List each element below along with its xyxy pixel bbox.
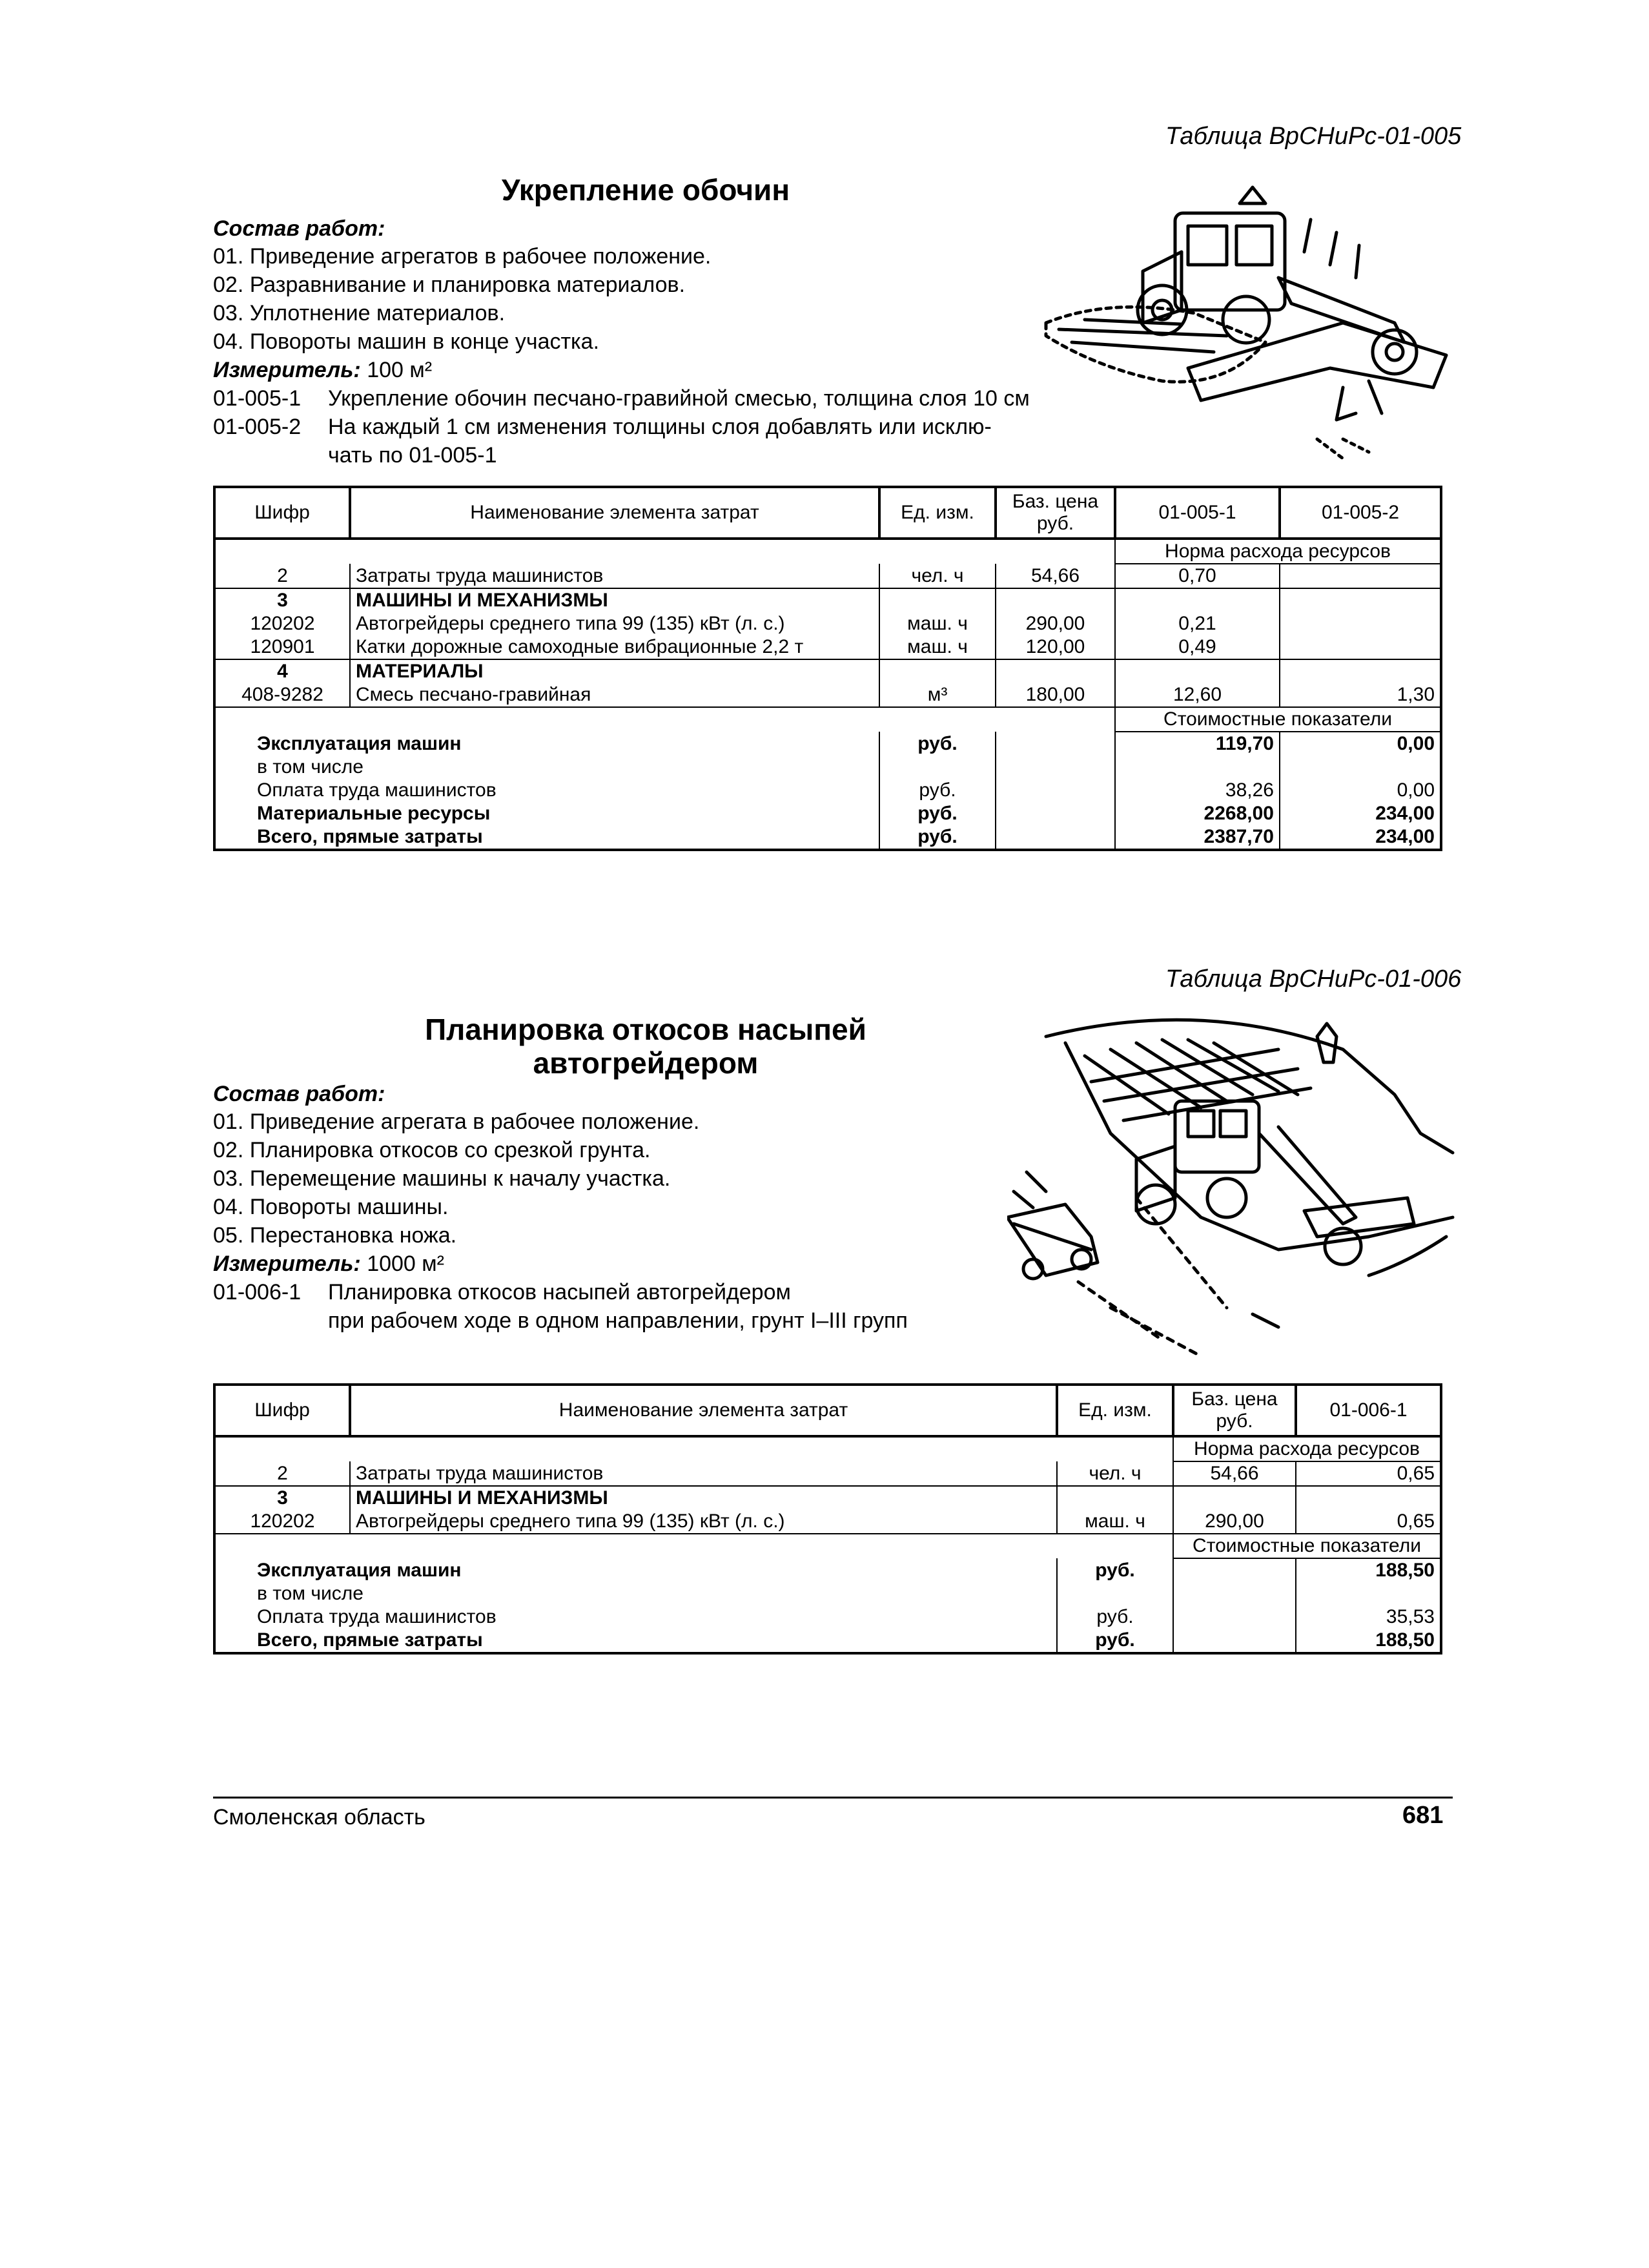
meter-value: 100 м² [367,358,433,382]
table-row [214,612,1441,635]
cell-unit [1057,1486,1173,1510]
summary-name: Оплата труда машинистов [214,779,879,802]
cell-value: 1,30 [1280,683,1441,707]
meter-value: 1000 м² [367,1252,444,1276]
summary-value: 119,70 [1115,732,1280,756]
code-list [213,384,1091,469]
cell-value [1280,612,1441,635]
cell-name: МАШИНЫ И МЕХАНИЗМЫ [350,1486,1057,1510]
cell-price: 180,00 [996,683,1115,707]
code-line [213,413,1091,441]
summary-value: 35,53 [1296,1605,1441,1629]
summary-value: 0,00 [1280,779,1441,802]
code: 01-005-1 [213,386,302,411]
band-row [214,707,1441,732]
footer-rule [213,1797,1453,1799]
cell-unit: маш. ч [879,635,996,659]
code-text: Планировка откосов насыпей автогрейдером [328,1280,791,1304]
cell-value: 12,60 [1115,683,1280,707]
cell-unit: чел. ч [879,564,996,588]
summary-row [214,825,1441,850]
header-code: Шифр [214,1385,350,1436]
summary-name: в том числе [214,1582,1057,1605]
code-line [213,384,1091,413]
band-row [214,539,1441,564]
meter [213,1250,444,1278]
work-step: 02. Планировка откосов со срезкой грунта. [213,1138,651,1162]
summary-value [1296,1582,1441,1605]
summary-value: 234,00 [1280,825,1441,850]
summary-row [214,802,1441,825]
summary-unit [879,756,996,779]
meter-label: Измеритель: [213,1252,361,1276]
cell-value [1280,564,1441,588]
work-steps [213,242,711,356]
summary-name: Оплата труда машинистов [214,1605,1057,1629]
header-col-01-005-2: 01-005-2 [1280,487,1441,539]
work-step: 03. Перемещение машины к началу участка. [213,1166,671,1191]
summary-value: 2387,70 [1115,825,1280,850]
cost-table-1 [213,486,1442,851]
summary-row [214,779,1441,802]
code-line [213,1278,1052,1306]
summary-row [214,1582,1441,1605]
table-row [214,1510,1441,1534]
table-header-row [214,487,1441,539]
summary-row [214,756,1441,779]
composition-heading: Состав работ: [213,1082,385,1106]
cell-price: 120,00 [996,635,1115,659]
table-row [214,683,1441,707]
cell-value: 0,65 [1296,1461,1441,1486]
code: 01-006-1 [213,1280,302,1304]
cell-code: 4 [214,659,350,683]
table-label: Таблица ВрСНиРс-01-006 [1165,965,1462,993]
work-step: 05. Перестановка ножа. [213,1223,457,1248]
table-row [214,635,1441,659]
cell-name: МАШИНЫ И МЕХАНИЗМЫ [350,588,879,612]
summary-unit: руб. [1057,1629,1173,1653]
cell-price: 290,00 [1173,1510,1296,1534]
code-text: чать по 01-005-1 [328,443,497,468]
cell-name: Автогрейдеры среднего типа 99 (135) кВт (л. с.) [350,612,879,635]
work-step: 03. Уплотнение материалов. [213,301,506,325]
band-norm: Норма расхода ресурсов [1115,539,1441,564]
cell-unit [879,659,996,683]
summary-unit: руб. [879,732,996,756]
cell-name: Смесь песчано-гравийная [350,683,879,707]
work-step: 02. Разравнивание и планировка материалов. [213,273,686,297]
header-price: Баз. цена руб. [1173,1385,1296,1436]
cell-code: 3 [214,588,350,612]
summary-unit: руб. [1057,1605,1173,1629]
cell-code: 3 [214,1486,350,1510]
summary-value: 38,26 [1115,779,1280,802]
band-cost: Стоимостные показатели [1115,707,1441,732]
summary-name: Эксплуатация машин [214,732,879,756]
cell-value [1296,1486,1441,1510]
summary-value: 188,50 [1296,1629,1441,1653]
summary-name: в том числе [214,756,879,779]
summary-unit [1057,1582,1173,1605]
cell-code: 120901 [214,635,350,659]
code: 01-005-2 [213,415,302,439]
cell-code: 2 [214,1461,350,1486]
cell-unit: маш. ч [1057,1510,1173,1534]
summary-value [1280,756,1441,779]
table-row [214,564,1441,588]
cell-name: Затраты труда машинистов [350,564,879,588]
cell-price: 54,66 [996,564,1115,588]
cell-value: 0,49 [1115,635,1280,659]
summary-name: Материальные ресурсы [214,802,879,825]
summary-value: 2268,00 [1115,802,1280,825]
band-row [214,1534,1441,1558]
header-col-01-006-1: 01-006-1 [1296,1385,1441,1436]
table-row [214,1486,1441,1510]
summary-row [214,1558,1441,1582]
cell-price: 54,66 [1173,1461,1296,1486]
summary-row [214,1605,1441,1629]
code-line [213,1306,1052,1335]
summary-unit: руб. [879,825,996,850]
code-list [213,1278,1052,1335]
cell-value: 0,65 [1296,1510,1441,1534]
cell-unit: чел. ч [1057,1461,1173,1486]
summary-unit: руб. [879,802,996,825]
table-row [214,1461,1441,1486]
section-title-line: автогрейдером [533,1046,759,1080]
cost-table-2 [213,1383,1442,1655]
cell-value [1280,659,1441,683]
composition-heading: Состав работ: [213,216,385,241]
cell-name: МАТЕРИАЛЫ [350,659,879,683]
page-number: 681 [1402,1802,1444,1829]
summary-unit: руб. [1057,1558,1173,1582]
cell-price: 290,00 [996,612,1115,635]
summary-row [214,732,1441,756]
cell-value [1280,635,1441,659]
cell-price [996,659,1115,683]
work-step: 01. Приведение агрегата в рабочее положение. [213,1109,700,1134]
work-step: 04. Повороты машин в конце участка. [213,329,600,354]
cell-value [1115,659,1280,683]
slope-grading-illustration [1007,1004,1459,1356]
cell-name: Автогрейдеры среднего типа 99 (135) кВт (л. с.) [350,1510,1057,1534]
section-title: Укрепление обочин [501,173,790,207]
cell-value: 0,70 [1115,564,1280,588]
cell-price [996,588,1115,612]
header-code: Шифр [214,487,350,539]
summary-value [1115,756,1280,779]
table-row [214,659,1441,683]
cell-code: 2 [214,564,350,588]
cell-code: 120202 [214,612,350,635]
band-norm: Норма расхода ресурсов [1173,1436,1441,1461]
code-text: Укрепление обочин песчано-гравийной смесью, толщина слоя 10 см [328,386,1030,411]
meter-label: Измеритель: [213,358,361,382]
table-label: Таблица ВрСНиРс-01-005 [1165,123,1462,150]
summary-value: 0,00 [1280,732,1441,756]
summary-value: 234,00 [1280,802,1441,825]
band-row [214,1436,1441,1461]
header-unit: Ед. изм. [879,487,996,539]
cell-unit: м³ [879,683,996,707]
code-line [213,441,1091,469]
section-title [362,1013,930,1080]
work-steps [213,1108,699,1250]
cell-name: Катки дорожные самоходные вибрационные 2,2 т [350,635,879,659]
table-header-row [214,1385,1441,1436]
cell-value: 0,21 [1115,612,1280,635]
band-cost: Стоимостные показатели [1173,1534,1441,1558]
header-name: Наименование элемента затрат [350,487,879,539]
cell-value [1280,588,1441,612]
motor-grader-illustration [1033,174,1459,478]
header-name: Наименование элемента затрат [350,1385,1057,1436]
work-step: 01. Приведение агрегатов в рабочее положение. [213,244,712,269]
cell-price [1173,1486,1296,1510]
cell-unit: маш. ч [879,612,996,635]
cell-unit [879,588,996,612]
table-row [214,588,1441,612]
code-text: при рабочем ходе в одном направлении, грунт I–III групп [328,1308,908,1333]
cell-value [1115,588,1280,612]
cell-name: Затраты труда машинистов [350,1461,1057,1486]
cell-code: 120202 [214,1510,350,1534]
header-price: Баз. цена руб. [996,487,1115,539]
header-unit: Ед. изм. [1057,1385,1173,1436]
meter [213,356,432,384]
section-title-line: Планировка откосов насыпей [425,1013,866,1046]
header-col-01-005-1: 01-005-1 [1115,487,1280,539]
summary-row [214,1629,1441,1653]
code-text: На каждый 1 см изменения толщины слоя добавлять или исклю- [328,415,992,439]
summary-unit: руб. [879,779,996,802]
summary-name: Всего, прямые затраты [214,1629,1057,1653]
summary-name: Всего, прямые затраты [214,825,879,850]
footer-region: Смоленская область [213,1805,425,1830]
summary-name: Эксплуатация машин [214,1558,1057,1582]
work-step: 04. Повороты машины. [213,1195,449,1219]
summary-value: 188,50 [1296,1558,1441,1582]
cell-code: 408-9282 [214,683,350,707]
